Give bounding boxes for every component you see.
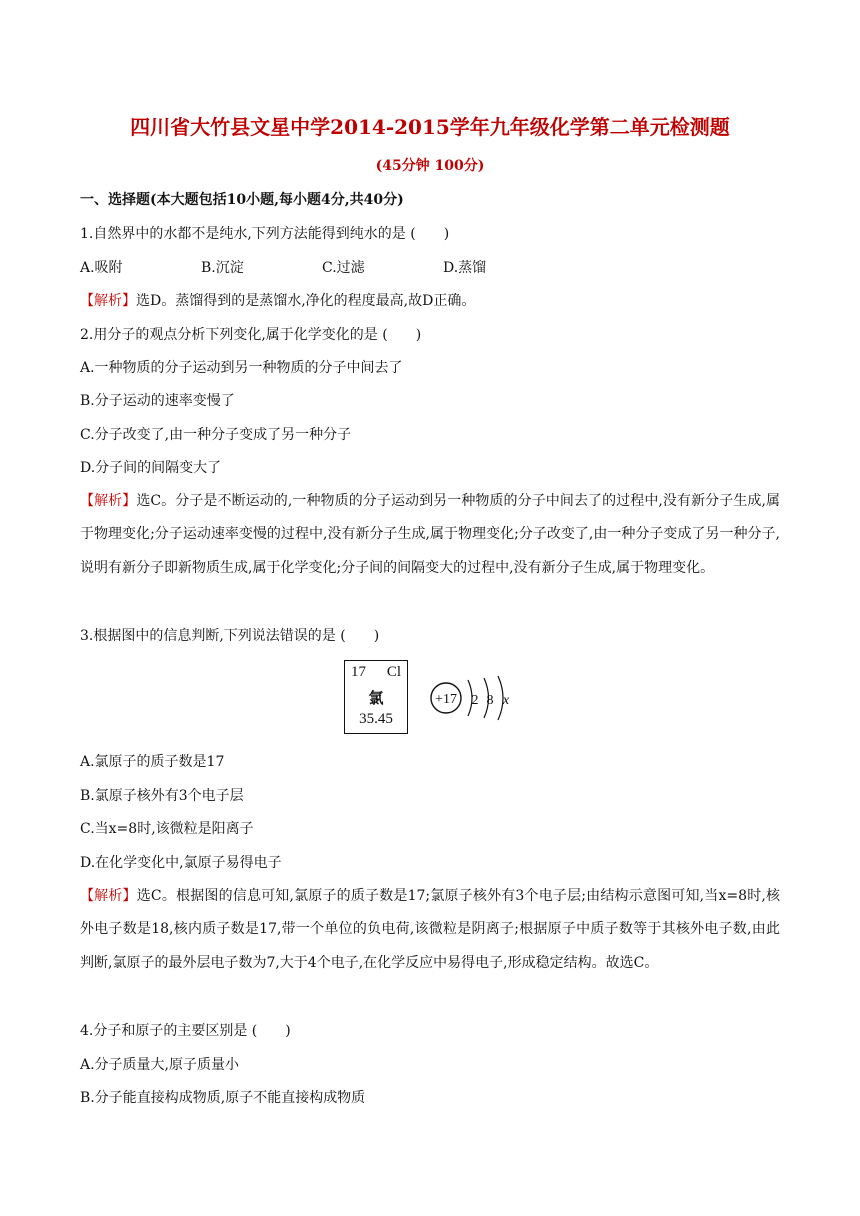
option-d: D.蒸馏 (443, 260, 487, 276)
element-symbol: Cl (386, 664, 401, 680)
element-name: 氯 (368, 691, 384, 707)
question-1-options (80, 258, 564, 278)
question-3-option-c: C.当x=8时,该微粒是阳离子 (80, 821, 254, 837)
analysis-text: 选D。蒸馏得到的是蒸馏水,净化的程度最高,故D正确。 (136, 293, 476, 309)
option-c: C.过滤 (322, 260, 365, 276)
question-1-stem: 1.自然界中的水都不是纯水,下列方法能得到纯水的是 ( ) (80, 226, 450, 242)
analysis-text: 选C。根据图的信息可知,氯原子的质子数是17;氯原子核外有3个电子层;由结构示意图可知,当x=8时,核外电子数是18,核内质子数是17,带一个单位的负电荷,该微粒是阴离子;根据原子中质子数等于其核外电子数,由此判断,氯原子的最外层电子数为7,大于4个电子,在化学反应中易得电子,形成稳定结构。故选C。 (80, 888, 781, 971)
analysis-tag: 【解析】 (80, 293, 136, 309)
question-3-option-d: D.在化学变化中,氯原子易得电子 (80, 855, 282, 871)
analysis-tag: 【解析】 (80, 493, 137, 509)
question-4-option-b: B.分子能直接构成物质,原子不能直接构成物质 (80, 1090, 366, 1106)
question-3-analysis (80, 880, 780, 980)
question-2-option-b: B.分子运动的速率变慢了 (80, 393, 235, 409)
question-3-stem: 3.根据图中的信息判断,下列说法错误的是 ( ) (80, 628, 380, 644)
atomic-mass: 35.45 (359, 711, 393, 727)
question-4-stem: 4.分子和原子的主要区别是 ( ) (80, 1023, 291, 1039)
question-2-option-a: A.一种物质的分子运动到另一种物质的分子中间去了 (80, 360, 403, 376)
option-a: A.吸附 (80, 260, 123, 276)
question-2-stem: 2.用分子的观点分析下列变化,属于化学变化的是 ( ) (80, 327, 422, 343)
analysis-text: 选C。分子是不断运动的,一种物质的分子运动到另一种物质的分子中间去了的过程中,没有新分子生成,属于物理变化;分子运动速率变慢的过程中,没有新分子生成,属于物理变化;分子改变了,由一种分子变成了另一种分子,说明有新分子即新物质生成,属于化学变化;分子间的间隔变大的过程中,没有新分子生成,属于物理变化。 (80, 493, 781, 576)
document-title: 四川省大竹县文星中学2014-2015学年九年级化学第二单元检测题 (130, 115, 730, 139)
shell-2-electrons: 8 (486, 693, 494, 708)
question-2-analysis (80, 485, 780, 585)
atomic-structure-diagram (426, 668, 526, 728)
chlorine-figure (344, 656, 524, 736)
section-heading: 一、选择题(本大题包括10小题,每小题4分,共40分) (80, 192, 404, 208)
option-b: B.沉淀 (201, 260, 244, 276)
document-subtitle: (45分钟 100分) (375, 158, 485, 174)
element-card (344, 660, 408, 734)
nucleus-charge: +17 (435, 692, 457, 707)
question-2-option-c: C.分子改变了,由一种分子变成了另一种分子 (80, 427, 352, 443)
atomic-number: 17 (351, 664, 366, 680)
question-2-option-d: D.分子间的间隔变大了 (80, 460, 222, 476)
analysis-tag: 【解析】 (80, 888, 137, 904)
question-4-option-a: A.分子质量大,原子质量小 (80, 1057, 240, 1073)
shell-3-electrons: x (502, 693, 510, 708)
question-3-option-a: A.氯原子的质子数是17 (80, 754, 225, 770)
question-1-analysis (80, 291, 475, 311)
question-3-option-b: B.氯原子核外有3个电子层 (80, 788, 244, 804)
shell-1-electrons: 2 (471, 693, 479, 708)
